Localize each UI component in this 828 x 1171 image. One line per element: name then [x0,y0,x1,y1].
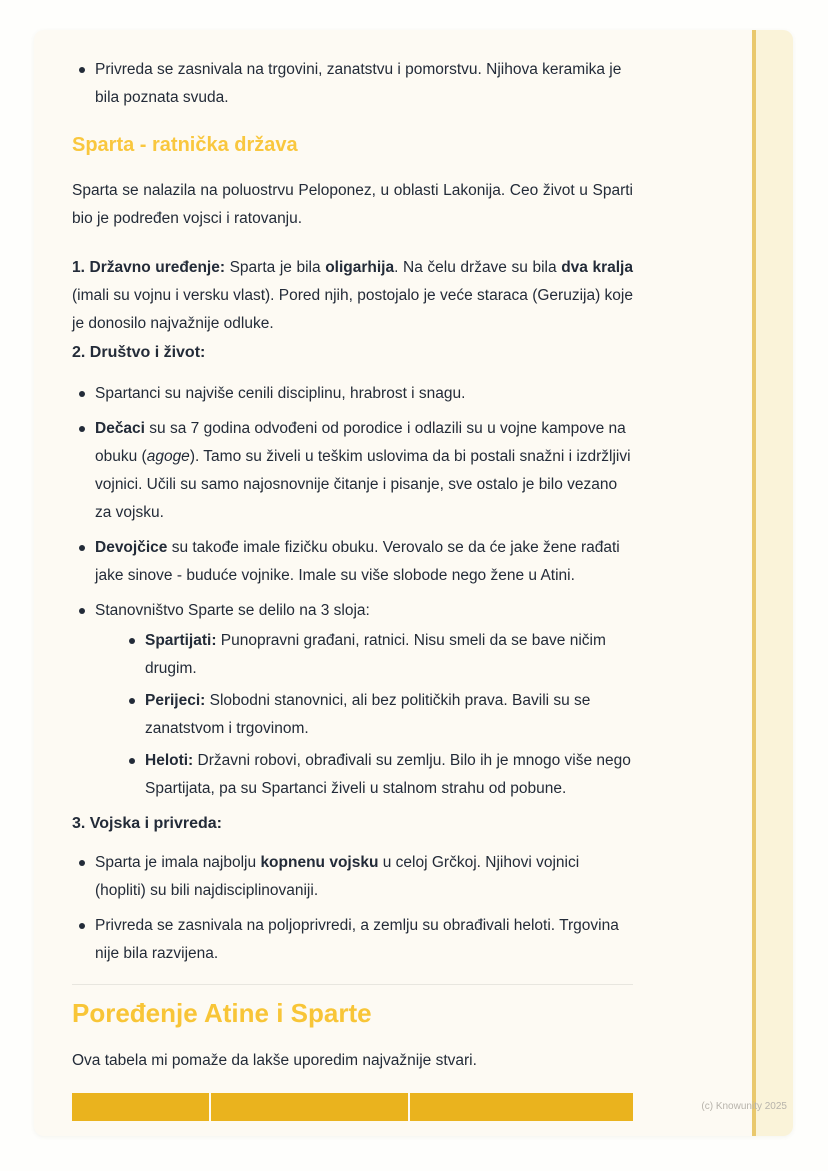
list-item: Perijeci: Slobodni stanovnici, ali bez političkih prava. Bavili su se zanatstvom i trgovinom. [122,687,633,743]
list-item: Sparta je imala najbolju kopnenu vojsku u celoj Grčkoj. Njihovi vojnici (hopliti) su bili najdisciplinovaniji. [72,849,633,905]
knowunity-watermark: (c) Knowunity 2025 [701,1101,787,1112]
heading-comparison: Poređenje Atine i Sparte [72,998,372,1028]
list-item: Spartijati: Punopravni građani, ratnici. Nisu smeli da se bave ničim drugim. [122,627,633,683]
table-header-cell [72,1093,209,1121]
list-item: Privreda se zasnivala na poljoprivredi, a zemlju su obrađivali heloti. Trgovina nije bila razvijena. [72,912,633,968]
intro-bullet-list [72,56,633,112]
military-bullet-list [72,849,633,968]
society-bullet-list [72,380,633,803]
document-page [34,30,793,1136]
list-item [72,597,633,803]
list-item-text: Stanovništvo Sparte se delilo na 3 sloja: [95,602,370,619]
table-header-cell [410,1093,633,1121]
notebook-margin-line [752,30,756,1136]
notebook-edge-strip [756,30,793,1136]
section-divider [72,984,633,985]
table-header-cell [211,1093,408,1121]
subheading-society: 2. Društvo i život: [72,344,206,361]
page-content [72,40,633,1121]
list-item: Heloti: Državni robovi, obrađivali su zemlju. Bilo ih je mnogo više nego Spartijata, pa su Spartanci živeli u stalnom strahu od pobune. [122,747,633,803]
list-item: Dečaci su sa 7 godina odvođeni od porodice i odlazili su u vojne kampove na obuku (agoge). Tamo su živeli u teškim uslovima da bi postali snažni i izdržljivi vojnici. Učili su samo najosnovnije čitanje i pisanje, sve ostalo je bilo vezano za vojsku. [72,415,633,527]
subheading-military: 3. Vojska i privreda: [72,815,222,832]
list-item: Privreda se zasnivala na trgovini, zanatstvu i pomorstvu. Njihova keramika je bila poznata svuda. [72,56,633,112]
strata-bullet-list [95,627,633,803]
paragraph-government: 1. Državno uređenje: Sparta je bila oligarhija. Na čelu države su bila dva kralja (imali su vojnu i versku vlast). Pored njih, postojalo je veće staraca (Geruzija) koje je donosilo najvažnije odluke. [72,259,633,332]
list-item: Spartanci su najviše cenili disciplinu, hrabrost i snagu. [72,380,633,408]
comparison-table-header-row [72,1093,633,1121]
list-item: Devojčice su takođe imale fizičku obuku. Verovalo se da će jake žene rađati jake sinove - buduće vojnike. Imale su više slobode nego žene u Atini. [72,534,633,590]
section-heading-sparta: Sparta - ratnička država [72,134,298,156]
paragraph-location: Sparta se nalazila na poluostrvu Peloponez, u oblasti Lakonija. Ceo život u Sparti bio je podređen vojsci i ratovanju. [72,182,633,227]
paragraph-comparison-intro: Ova tabela mi pomaže da lakše uporedim najvažnije stvari. [72,1052,477,1069]
